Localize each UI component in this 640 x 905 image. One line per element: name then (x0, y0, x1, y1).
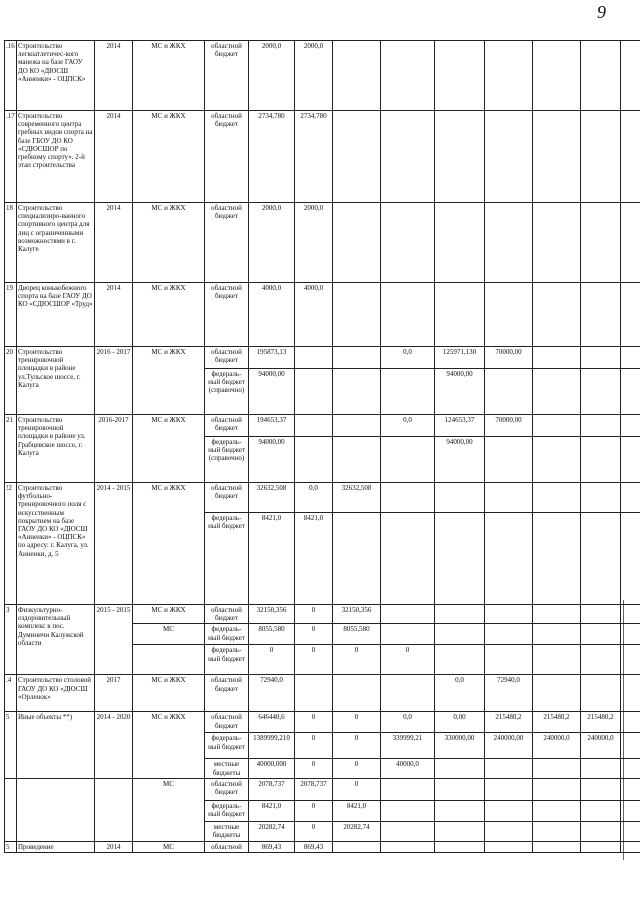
table-row (5, 483, 640, 513)
period (95, 778, 133, 841)
amount-cell (333, 283, 381, 347)
row-number: 18 (5, 203, 17, 283)
amount-cell (485, 645, 533, 675)
amount-cell (435, 203, 485, 283)
amount-cell: 0 (381, 645, 435, 675)
amount-cell (333, 111, 381, 203)
amount-cell (581, 800, 621, 821)
amount-cell (295, 675, 333, 712)
amount-cell (533, 645, 581, 675)
funding-source: областной бюджет (205, 111, 249, 203)
amount-cell (621, 369, 640, 415)
amount-cell: 215480,2 (533, 712, 581, 733)
amount-cell (533, 675, 581, 712)
amount-cell: 869,43 (295, 841, 333, 852)
amount-cell (621, 111, 640, 203)
row-number: 20 (5, 347, 17, 415)
amount-cell: 94000,00 (435, 369, 485, 415)
amount-cell (533, 41, 581, 111)
amount-cell (333, 369, 381, 415)
funding-source: областной бюджет (205, 283, 249, 347)
executor: МС и ЖКХ (133, 283, 205, 347)
funding-source: федераль-ный бюджет (205, 645, 249, 675)
amount-cell (533, 437, 581, 483)
period: 2014 (95, 111, 133, 203)
amount-cell: 4000,0 (295, 283, 333, 347)
amount-cell (333, 675, 381, 712)
page-number: 9 (597, 2, 606, 22)
amount-cell (621, 675, 640, 712)
row-number: 3 (5, 605, 17, 675)
period: 2015 - 2015 (95, 605, 133, 675)
amount-cell: 2000,0 (249, 203, 295, 283)
amount-cell: 0 (295, 759, 333, 778)
funding-source: федераль-ный бюджет (справочно) (205, 369, 249, 415)
amount-cell: 40000,0 (381, 759, 435, 778)
amount-cell (621, 415, 640, 437)
amount-cell: 2000,0 (295, 203, 333, 283)
funding-source: местные бюджеты (205, 821, 249, 841)
funding-source: областной бюджет (205, 41, 249, 111)
amount-cell (533, 759, 581, 778)
amount-cell (435, 624, 485, 645)
period: 2014 (95, 41, 133, 111)
amount-cell (333, 347, 381, 369)
amount-cell: 0 (249, 645, 295, 675)
amount-cell (621, 841, 640, 852)
amount-cell (621, 347, 640, 369)
amount-cell (621, 712, 640, 733)
amount-cell (621, 624, 640, 645)
amount-cell: 2734,780 (249, 111, 295, 203)
table-row (5, 778, 640, 800)
row-number: .17 (5, 111, 17, 203)
amount-cell (435, 483, 485, 513)
funding-source: областной бюджет (205, 778, 249, 800)
amount-cell (485, 369, 533, 415)
amount-cell: 4000,0 (249, 283, 295, 347)
row-number: .16 (5, 41, 17, 111)
budget-table (4, 40, 640, 853)
object-name: Дворец конькобежного спорта на базе ГАОУ ДО КО «СДЮСШОР «Труд» (17, 283, 95, 347)
amount-cell: 195873,13 (249, 347, 295, 369)
amount-cell (581, 483, 621, 513)
amount-cell (485, 800, 533, 821)
amount-cell: 215480,2 (581, 712, 621, 733)
amount-cell (621, 800, 640, 821)
amount-cell (381, 778, 435, 800)
amount-cell (435, 283, 485, 347)
amount-cell (381, 821, 435, 841)
amount-cell (533, 821, 581, 841)
funding-source: федераль-ный бюджет (205, 733, 249, 759)
amount-cell: 124653,37 (435, 415, 485, 437)
amount-cell: 0 (295, 712, 333, 733)
amount-cell: 0 (333, 712, 381, 733)
amount-cell (581, 821, 621, 841)
amount-cell (485, 605, 533, 624)
amount-cell (295, 369, 333, 415)
funding-source: областной бюджет (205, 415, 249, 437)
amount-cell: 70000,00 (485, 347, 533, 369)
object-name: Проведение (17, 841, 95, 852)
amount-cell: 20282,74 (333, 821, 381, 841)
amount-cell: 1389999,210 (249, 733, 295, 759)
amount-cell (533, 415, 581, 437)
amount-cell (621, 605, 640, 624)
amount-cell (435, 111, 485, 203)
amount-cell (621, 759, 640, 778)
amount-cell: 240000,0 (581, 733, 621, 759)
table-row (5, 675, 640, 712)
amount-cell (295, 415, 333, 437)
object-name (17, 778, 95, 841)
amount-cell: 869,43 (249, 841, 295, 852)
funding-source: областной бюджет (205, 203, 249, 283)
amount-cell (621, 821, 640, 841)
period: 2014 (95, 203, 133, 283)
amount-cell: 94000,00 (435, 437, 485, 483)
object-name: Строительство футбольно-тренировочного поля с искусственным покрытием на базе ГАОУ ДО КО «ДЮСШ «Анненки» - ОЦПСК» по адресу: г. Калуга, ул. Анненки, д. 5 (17, 483, 95, 605)
amount-cell (581, 645, 621, 675)
executor: МС (133, 841, 205, 852)
period: 2014 (95, 283, 133, 347)
amount-cell (581, 675, 621, 712)
executor: МС и ЖКХ (133, 415, 205, 483)
amount-cell (533, 624, 581, 645)
object-name: Строительство современного центра гребных видов спорта на базе ГБОУ ДО КО «СДЮСШОР по гребному спорту». 2-й этап строительства (17, 111, 95, 203)
amount-cell (533, 513, 581, 605)
amount-cell (485, 624, 533, 645)
amount-cell: 2000,0 (249, 41, 295, 111)
amount-cell (533, 800, 581, 821)
amount-cell: 330000,00 (435, 733, 485, 759)
amount-cell: 0 (295, 624, 333, 645)
amount-cell: 0,0 (381, 712, 435, 733)
amount-cell (533, 203, 581, 283)
amount-cell (533, 483, 581, 513)
amount-cell: 0 (295, 800, 333, 821)
period: 2014 - 2020 (95, 712, 133, 778)
object-name: Строительство специализиро-ванного спортивного центра для лиц с ограниченными возможностями в г. Калуге (17, 203, 95, 283)
amount-cell: 32150,356 (333, 605, 381, 624)
executor: МС и ЖКХ (133, 41, 205, 111)
amount-cell: 0 (333, 759, 381, 778)
amount-cell (381, 369, 435, 415)
amount-cell: 2734,780 (295, 111, 333, 203)
amount-cell (485, 111, 533, 203)
executor: МС и ЖКХ (133, 203, 205, 283)
amount-cell (381, 203, 435, 283)
funding-source: федераль-ный бюджет (справочно) (205, 437, 249, 483)
period: 2016-2017 (95, 415, 133, 483)
amount-cell (533, 605, 581, 624)
amount-cell (295, 437, 333, 483)
amount-cell (435, 821, 485, 841)
amount-cell: 40000,000 (249, 759, 295, 778)
executor: МС (133, 778, 205, 841)
table-row (5, 111, 640, 203)
object-name: Строительство столовой ГАОУ ДО КО «ДЮСШ «Орленок» (17, 675, 95, 712)
amount-cell (295, 347, 333, 369)
amount-cell: 0 (295, 733, 333, 759)
amount-cell (435, 778, 485, 800)
amount-cell (485, 778, 533, 800)
table-row (5, 415, 640, 437)
amount-cell (621, 203, 640, 283)
amount-cell (581, 283, 621, 347)
amount-cell (581, 841, 621, 852)
amount-cell (621, 437, 640, 483)
amount-cell: 0 (333, 778, 381, 800)
amount-cell (533, 283, 581, 347)
amount-cell: 240000,0 (533, 733, 581, 759)
table-row (5, 283, 640, 347)
amount-cell (485, 41, 533, 111)
funding-source: областной бюджет (205, 712, 249, 733)
amount-cell (621, 645, 640, 675)
amount-cell (435, 645, 485, 675)
amount-cell (621, 41, 640, 111)
amount-cell: 70000,00 (485, 415, 533, 437)
amount-cell (533, 111, 581, 203)
amount-cell (533, 778, 581, 800)
executor: МС и ЖКХ (133, 605, 205, 624)
amount-cell: 94000,00 (249, 437, 295, 483)
amount-cell: 32632,508 (333, 483, 381, 513)
amount-cell: 32150,356 (249, 605, 295, 624)
amount-cell: 646440,6 (249, 712, 295, 733)
amount-cell: 32632,508 (249, 483, 295, 513)
row-number (5, 778, 17, 841)
amount-cell: 0,0 (381, 415, 435, 437)
funding-source: областной (205, 841, 249, 852)
row-number: 5 (5, 841, 17, 852)
object-name: Иные объекты **) (17, 712, 95, 778)
executor (133, 645, 205, 675)
amount-cell (333, 203, 381, 283)
amount-cell: 2000,0 (295, 41, 333, 111)
amount-cell (621, 483, 640, 513)
row-number: 19 (5, 283, 17, 347)
amount-cell: 8055,580 (249, 624, 295, 645)
amount-cell: 8421,0 (295, 513, 333, 605)
amount-cell (435, 605, 485, 624)
funding-source: областной бюджет (205, 675, 249, 712)
amount-cell (581, 203, 621, 283)
amount-cell (533, 347, 581, 369)
amount-cell: 94000,00 (249, 369, 295, 415)
amount-cell (435, 513, 485, 605)
executor: МС и ЖКХ (133, 347, 205, 415)
amount-cell: 8055,580 (333, 624, 381, 645)
amount-cell (581, 778, 621, 800)
amount-cell: 0 (295, 821, 333, 841)
amount-cell (333, 513, 381, 605)
amount-cell: 8421,0 (333, 800, 381, 821)
funding-source: местные бюджеты (205, 759, 249, 778)
amount-cell (435, 41, 485, 111)
amount-cell: 339999,21 (381, 733, 435, 759)
amount-cell (621, 513, 640, 605)
amount-cell: 20282,74 (249, 821, 295, 841)
amount-cell (381, 111, 435, 203)
period: 2016 - 2017 (95, 347, 133, 415)
amount-cell (381, 605, 435, 624)
amount-cell (381, 624, 435, 645)
table-row (5, 203, 640, 283)
amount-cell (381, 800, 435, 821)
period: 2017 (95, 675, 133, 712)
amount-cell (621, 733, 640, 759)
amount-cell (581, 624, 621, 645)
amount-cell (581, 437, 621, 483)
amount-cell: 2078,737 (249, 778, 295, 800)
amount-cell (435, 800, 485, 821)
amount-cell: 0,0 (435, 675, 485, 712)
amount-cell (621, 283, 640, 347)
row-number: 21 (5, 415, 17, 483)
executor: МС и ЖКХ (133, 483, 205, 605)
table-row (5, 41, 640, 111)
amount-cell (381, 483, 435, 513)
amount-cell: 2078,737 (295, 778, 333, 800)
amount-cell (581, 605, 621, 624)
executor: МС и ЖКХ (133, 111, 205, 203)
table-row (5, 605, 640, 624)
amount-cell (485, 513, 533, 605)
amount-cell (381, 437, 435, 483)
amount-cell (435, 759, 485, 778)
amount-cell (381, 283, 435, 347)
amount-cell (621, 778, 640, 800)
object-name: Физкультурно-оздоровительный комплекс в пос. Думиничи Калужской области (17, 605, 95, 675)
object-name: Строительство легкоатлетичес-кого манежа на базе ГАОУ ДО КО «ДЮСШ «Анненки» - ОЦПСК» (17, 41, 95, 111)
amount-cell (581, 759, 621, 778)
amount-cell: 0,00 (435, 712, 485, 733)
table-row (5, 347, 640, 369)
amount-cell: 0,0 (381, 347, 435, 369)
amount-cell (533, 841, 581, 852)
table-row (5, 841, 640, 852)
amount-cell (435, 841, 485, 852)
amount-cell (581, 513, 621, 605)
amount-cell (485, 437, 533, 483)
funding-source: федераль-ный бюджет (205, 513, 249, 605)
amount-cell (381, 675, 435, 712)
amount-cell: 8421,0 (249, 800, 295, 821)
amount-cell (485, 283, 533, 347)
amount-cell: 0 (295, 605, 333, 624)
amount-cell (333, 41, 381, 111)
amount-cell (485, 759, 533, 778)
amount-cell (581, 41, 621, 111)
funding-source: областной бюджет (205, 605, 249, 624)
funding-source: федераль-ный бюджет (205, 624, 249, 645)
amount-cell (333, 841, 381, 852)
amount-cell (485, 841, 533, 852)
row-number: .4 (5, 675, 17, 712)
amount-cell: 125971,130 (435, 347, 485, 369)
funding-source: областной бюджет (205, 483, 249, 513)
row-number: !2 (5, 483, 17, 605)
amount-cell (333, 437, 381, 483)
amount-cell (581, 415, 621, 437)
amount-cell (333, 415, 381, 437)
funding-source: федераль-ный бюджет (205, 800, 249, 821)
amount-cell (581, 369, 621, 415)
amount-cell (381, 41, 435, 111)
object-name: Строительство тренировочной площадки в районе ул.Тульское шоссе, г. Калуга (17, 347, 95, 415)
amount-cell (485, 203, 533, 283)
funding-source: областной бюджет (205, 347, 249, 369)
period: 2014 - 2015 (95, 483, 133, 605)
executor: МС и ЖКХ (133, 675, 205, 712)
amount-cell: 72940,0 (249, 675, 295, 712)
amount-cell (485, 483, 533, 513)
amount-cell (533, 369, 581, 415)
amount-cell: 0 (333, 645, 381, 675)
row-number: 5 (5, 712, 17, 778)
object-name: Строительство тренировочной площадки в районе ул. Грабцевское шоссе, г. Калуга (17, 415, 95, 483)
amount-cell (485, 821, 533, 841)
amount-cell: 0 (295, 645, 333, 675)
amount-cell (581, 111, 621, 203)
period: 2014 (95, 841, 133, 852)
amount-cell (381, 841, 435, 852)
amount-cell (581, 347, 621, 369)
amount-cell: 0,0 (295, 483, 333, 513)
amount-cell: 72940,0 (485, 675, 533, 712)
amount-cell (381, 513, 435, 605)
amount-cell: 194653,37 (249, 415, 295, 437)
executor: МС и ЖКХ (133, 712, 205, 778)
amount-cell: 240000,00 (485, 733, 533, 759)
amount-cell: 215480,2 (485, 712, 533, 733)
executor: МС (133, 624, 205, 645)
amount-cell: 8421,0 (249, 513, 295, 605)
table-row (5, 712, 640, 733)
amount-cell: 0 (333, 733, 381, 759)
